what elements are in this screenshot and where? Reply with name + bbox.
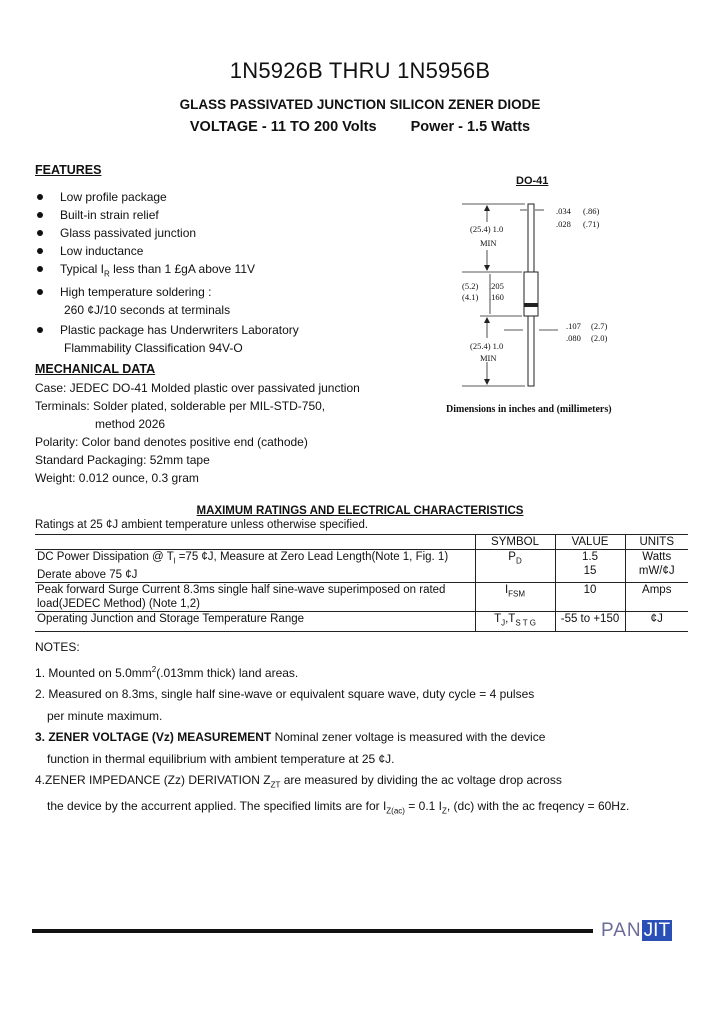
note-item: 4.ZENER IMPEDANCE (Zz) DERIVATION $Z_{ZT}$ are measured by dividing the ac voltage drop across [35,773,562,790]
list-item: Plastic package has Underwriters Laboratory [35,321,365,339]
dim-label: .160 [489,292,504,302]
dim-label: (4.1) [462,292,479,302]
footer-rule [32,929,593,933]
note-item-cont: the device by the accurrent applied. The specified limits are for $I_{Z(ac)} = 0.1$ $I_Z$, (dc) with the ac freqency = 60Hz. [47,798,630,816]
bullet-icon [37,327,43,333]
col-value: VALUE [555,535,625,550]
voltage-range: VOLTAGE - 11 TO 200 Volts [189,119,377,135]
col-symbol: SYMBOL [475,535,555,550]
dim-label: (2.7) [591,321,608,331]
note-item-cont: per minute maximum. [47,708,163,723]
diode-body [524,272,538,316]
dim-label: (.71) [583,219,600,229]
arrow-icon [484,317,490,323]
list-item-continuation: 260 ¢J/10 seconds at terminals [64,303,231,318]
dim-label: (5.2) [462,281,479,291]
top-lead [528,204,534,272]
col-units: UNITS [625,535,688,550]
table-row: Peak forward Surge Current 8.3ms single half sine-wave superimposed on rated load(JEDEC Method) (Note 1,2) $I_{FSM}$ 10 Amps [35,583,688,612]
bullet-icon [37,266,43,272]
note-item: 3. ZENER VOLTAGE (Vz) MEASUREMENT Nominal zener voltage is measured with the device [35,730,546,744]
brand-logo: PAN JIT [601,920,671,941]
dim-label: MIN [480,353,497,363]
list-item: Low profile package [35,188,365,206]
arrow-icon [484,265,490,271]
ratings-heading: MAXIMUM RATINGS AND ELECTRICAL CHARACTERISTICS [196,505,524,517]
device-description: GLASS PASSIVATED JUNCTION SILICON ZENER DIODE [179,97,541,112]
mech-line: Standard Packaging: 52mm tape [35,453,210,467]
dim-label: .107 [566,321,581,331]
power-rating: Power - 1.5 Watts [410,119,531,135]
list-item: Built-in strain relief [35,206,365,224]
dim-label: .205 [489,281,504,291]
table-header-row [35,535,688,550]
note-item: 2. Measured on 8.3ms, single half sine-wave or equivalent square wave, duty cycle = 4 pulses [35,687,535,701]
rating-summary [0,119,720,135]
dim-label: (25.4) 1.0 [470,341,504,351]
dim-label: .028 [556,219,571,229]
mech-line: Weight: 0.012 ounce, 0.3 gram [35,471,199,485]
table-row: Operating Junction and Storage Temperature Range $T_J,T_{S T G}$ -55 to +150 ¢J [35,612,688,631]
table-row: DC Power Dissipation @ $T_l =75$ ¢J, Measure at Zero Lead Length(Note 1, Fig. 1) Derate above 75 ¢J $P_D$ 1.5 15 Watts mW/¢J [35,550,688,583]
diagram-caption: Dimensions in inches and (millimeters) [446,404,612,415]
list-item-continuation: Flammability Classification 94V-O [64,341,243,356]
mech-line: Polarity: Color band denotes positive end (cathode) [35,435,308,449]
mechanical-data [35,379,395,487]
mech-line: Terminals: Solder plated, solderable per MIL-STD-750, [35,399,326,413]
notes-section [35,637,675,822]
cathode-band [524,303,538,307]
mech-line: method 2026 [95,417,166,431]
list-item: Typical $I_R$ less than 1 £gA above 11V [35,260,365,283]
dim-label: .080 [566,333,581,343]
bullet-icon [37,212,43,218]
note-item-cont: function in thermal equilibrium with ambient temperature at 25 ¢J. [47,751,395,766]
bullet-icon [37,230,43,236]
mech-line: Case: JEDEC DO-41 Molded plastic over passivated junction [35,381,360,395]
package-label: DO-41 [516,175,549,187]
bullet-icon [37,194,43,200]
arrow-icon [484,205,490,211]
dim-label: .034 [556,206,571,216]
ratings-note: Ratings at 25 ¢J ambient temperature unless otherwise specified. [35,519,369,531]
notes-heading: NOTES: [35,640,80,654]
dim-label: (25.4) 1.0 [470,224,504,234]
bullet-icon [37,248,43,254]
features-heading: FEATURES [35,163,102,177]
features-list [35,188,365,357]
mechanical-heading: MECHANICAL DATA [35,362,156,376]
dim-label: (2.0) [591,333,608,343]
dim-label: (.86) [583,206,600,216]
bottom-lead [528,316,534,386]
note-item: 1. Mounted on $5.0mm^2(.013mm$ thick) land areas. [35,664,299,680]
list-item: High temperature soldering : [35,283,365,301]
ratings-table [35,534,688,632]
list-item: Low inductance [35,242,365,260]
arrow-icon [484,379,490,385]
dim-label: MIN [480,238,497,248]
list-item: Glass passivated junction [35,224,365,242]
bullet-icon [37,289,43,295]
page-title: 1N5926B THRU 1N5956B [229,58,491,83]
